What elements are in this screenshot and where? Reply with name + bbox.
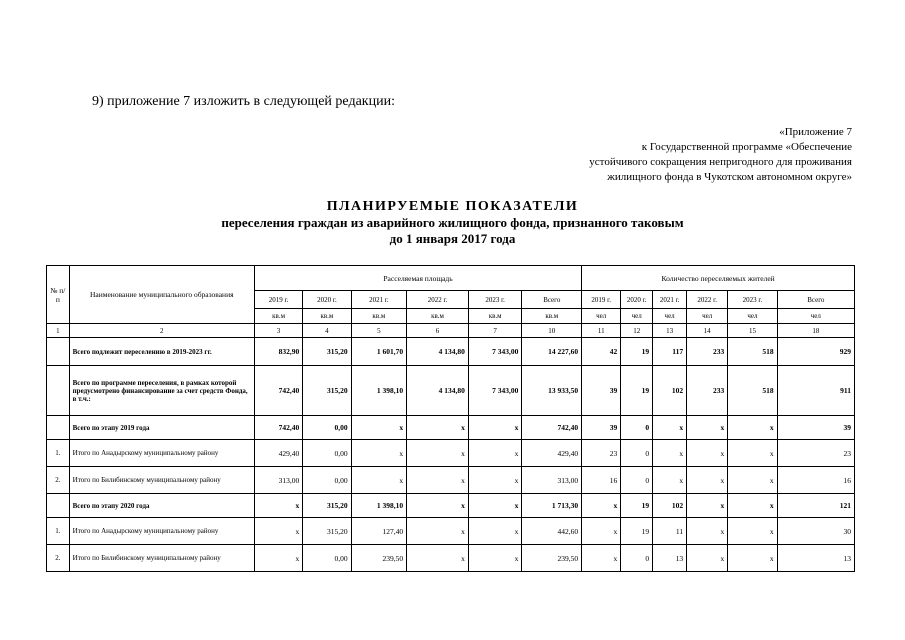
- row-municipality-name: Итого по Билибинскому муниципальному району: [69, 467, 254, 494]
- area-value: 1 601,70: [351, 338, 407, 366]
- header-column-index: 12: [621, 324, 653, 338]
- row-number: 1.: [47, 518, 70, 545]
- people-value: 19: [621, 338, 653, 366]
- people-value: х: [653, 416, 687, 440]
- header-people-unit: чел: [582, 309, 621, 324]
- header-column-index: 6: [407, 324, 469, 338]
- header-people-group: Количество переселяемых жителей: [582, 266, 855, 291]
- people-value: 23: [582, 440, 621, 467]
- area-value: 742,40: [254, 416, 302, 440]
- header-column-index: 18: [777, 324, 854, 338]
- header-people-year: 2020 г.: [621, 291, 653, 309]
- appendix-line: «Приложение 7: [779, 126, 852, 138]
- area-value: х: [468, 467, 522, 494]
- header-column-index: 2: [69, 324, 254, 338]
- area-value: х: [407, 467, 469, 494]
- area-value: х: [468, 518, 522, 545]
- header-column-index: 14: [687, 324, 728, 338]
- header-area-year: 2019 г.: [254, 291, 302, 309]
- area-value: 13 933,50: [522, 366, 582, 416]
- title-line-1: ПЛАНИРУЕМЫЕ ПОКАЗАТЕЛИ: [326, 199, 579, 214]
- area-value: 315,20: [303, 366, 351, 416]
- people-value: 11: [653, 518, 687, 545]
- header-column-index: 15: [728, 324, 777, 338]
- people-value: 0: [621, 416, 653, 440]
- area-value: 1 398,10: [351, 366, 407, 416]
- area-value: 127,40: [351, 518, 407, 545]
- area-value: х: [468, 440, 522, 467]
- people-value: 233: [687, 338, 728, 366]
- area-value: 239,50: [522, 545, 582, 572]
- people-value: х: [582, 494, 621, 518]
- people-value: х: [653, 440, 687, 467]
- header-column-index: 13: [653, 324, 687, 338]
- header-area-unit: кв.м: [303, 309, 351, 324]
- header-column-index: 10: [522, 324, 582, 338]
- area-value: х: [468, 545, 522, 572]
- row-number: 2.: [47, 467, 70, 494]
- area-value: 742,40: [522, 416, 582, 440]
- people-value: 518: [728, 338, 777, 366]
- people-value: х: [687, 518, 728, 545]
- area-value: х: [407, 518, 469, 545]
- people-value: х: [728, 545, 777, 572]
- header-people-unit: чел: [728, 309, 777, 324]
- people-value: 911: [777, 366, 854, 416]
- area-value: 442,60: [522, 518, 582, 545]
- row-municipality-name: Итого по Билибинскому муниципальному району: [69, 545, 254, 572]
- area-value: 742,40: [254, 366, 302, 416]
- people-value: х: [687, 440, 728, 467]
- people-value: 19: [621, 518, 653, 545]
- header-area-year: Всего: [522, 291, 582, 309]
- header-area-year: 2023 г.: [468, 291, 522, 309]
- header-area-group: Расселяемая площадь: [254, 266, 581, 291]
- area-value: 7 343,00: [468, 366, 522, 416]
- people-value: 39: [777, 416, 854, 440]
- header-people-year: 2023 г.: [728, 291, 777, 309]
- row-municipality-name: Всего по этапу 2019 года: [69, 416, 254, 440]
- area-value: х: [254, 494, 302, 518]
- people-value: х: [728, 518, 777, 545]
- area-value: х: [254, 545, 302, 572]
- header-column-index: 4: [303, 324, 351, 338]
- area-value: 429,40: [522, 440, 582, 467]
- people-value: 13: [777, 545, 854, 572]
- people-value: х: [728, 494, 777, 518]
- header-people-unit: чел: [653, 309, 687, 324]
- header-name: Наименование муниципального образования: [69, 266, 254, 324]
- people-value: 30: [777, 518, 854, 545]
- header-num: № п/п: [47, 266, 70, 324]
- header-area-year: 2022 г.: [407, 291, 469, 309]
- area-value: х: [407, 440, 469, 467]
- people-value: х: [728, 467, 777, 494]
- row-municipality-name: Итого по Анадырскому муниципальному району: [69, 440, 254, 467]
- people-value: 518: [728, 366, 777, 416]
- row-municipality-name: Всего подлежит переселению в 2019-2023 гг.: [69, 338, 254, 366]
- header-column-index: 3: [254, 324, 302, 338]
- area-value: 4 134,80: [407, 338, 469, 366]
- header-people-unit: чел: [777, 309, 854, 324]
- people-value: х: [687, 467, 728, 494]
- people-value: 929: [777, 338, 854, 366]
- people-value: 42: [582, 338, 621, 366]
- area-value: 832,90: [254, 338, 302, 366]
- appendix-line: к Государственной программе «Обеспечение: [641, 141, 852, 153]
- area-value: 429,40: [254, 440, 302, 467]
- area-value: 313,00: [522, 467, 582, 494]
- header-column-index: 11: [582, 324, 621, 338]
- header-column-index: 1: [47, 324, 70, 338]
- area-value: х: [351, 467, 407, 494]
- header-area-unit: кв.м: [351, 309, 407, 324]
- table-row: [47, 416, 855, 440]
- people-value: 0: [621, 440, 653, 467]
- people-value: 102: [653, 494, 687, 518]
- people-value: х: [687, 494, 728, 518]
- people-value: 23: [777, 440, 854, 467]
- area-value: х: [407, 545, 469, 572]
- area-value: 7 343,00: [468, 338, 522, 366]
- row-number: [47, 366, 70, 416]
- header-area-year: 2021 г.: [351, 291, 407, 309]
- area-value: х: [468, 494, 522, 518]
- people-value: 102: [653, 366, 687, 416]
- row-number: [47, 416, 70, 440]
- row-number: [47, 494, 70, 518]
- area-value: 4 134,80: [407, 366, 469, 416]
- people-value: х: [687, 416, 728, 440]
- header-area-unit: кв.м: [254, 309, 302, 324]
- appendix-line: жилищного фонда в Чукотском автономном округе»: [607, 171, 852, 183]
- people-value: 233: [687, 366, 728, 416]
- people-value: 19: [621, 366, 653, 416]
- people-value: 121: [777, 494, 854, 518]
- area-value: 1 398,10: [351, 494, 407, 518]
- area-value: 0,00: [303, 467, 351, 494]
- area-value: х: [407, 416, 469, 440]
- header-area-unit: кв.м: [522, 309, 582, 324]
- area-value: 1 713,30: [522, 494, 582, 518]
- appendix-reference: [589, 125, 852, 185]
- area-value: 315,20: [303, 338, 351, 366]
- area-value: 0,00: [303, 416, 351, 440]
- area-value: 14 227,60: [522, 338, 582, 366]
- area-value: 0,00: [303, 545, 351, 572]
- header-people-unit: чел: [687, 309, 728, 324]
- header-area-unit: кв.м: [468, 309, 522, 324]
- people-value: х: [653, 467, 687, 494]
- table-row: [47, 440, 855, 467]
- area-value: 239,50: [351, 545, 407, 572]
- row-number: [47, 338, 70, 366]
- people-value: 117: [653, 338, 687, 366]
- header-people-year: 2019 г.: [582, 291, 621, 309]
- header-people-unit: чел: [621, 309, 653, 324]
- row-municipality-name: Итого по Анадырскому муниципальному району: [69, 518, 254, 545]
- area-value: х: [468, 416, 522, 440]
- people-value: 0: [621, 545, 653, 572]
- row-municipality-name: Всего по программе переселения, в рамках которой предусмотрено финансирование за счет средств Фонда, в т.ч.:: [69, 366, 254, 416]
- area-value: х: [351, 440, 407, 467]
- header-area-unit: кв.м: [407, 309, 469, 324]
- header-people-year: 2022 г.: [687, 291, 728, 309]
- header-people-year: 2021 г.: [653, 291, 687, 309]
- table-row: [47, 467, 855, 494]
- table-row: [47, 545, 855, 572]
- table-row: [47, 518, 855, 545]
- people-value: 39: [582, 366, 621, 416]
- people-value: 16: [777, 467, 854, 494]
- people-value: 39: [582, 416, 621, 440]
- header-row-indices: [47, 324, 855, 338]
- row-number: 1.: [47, 440, 70, 467]
- area-value: 315,20: [303, 494, 351, 518]
- area-value: 315,20: [303, 518, 351, 545]
- row-number: 2.: [47, 545, 70, 572]
- people-value: х: [582, 518, 621, 545]
- area-value: 0,00: [303, 440, 351, 467]
- area-value: х: [407, 494, 469, 518]
- people-value: х: [728, 416, 777, 440]
- table-row: [47, 338, 855, 366]
- header-row-main: [47, 266, 855, 291]
- appendix-line: устойчивого сокращения непригодного для проживания: [589, 156, 852, 168]
- indicators-table: [46, 265, 855, 572]
- people-value: х: [687, 545, 728, 572]
- intro-text: 9) приложение 7 изложить в следующей редакции:: [92, 94, 395, 109]
- people-value: 19: [621, 494, 653, 518]
- title-line-3: до 1 января 2017 года: [389, 231, 516, 246]
- area-value: х: [254, 518, 302, 545]
- document-title: [0, 198, 905, 247]
- people-value: х: [728, 440, 777, 467]
- people-value: х: [582, 545, 621, 572]
- table-row: [47, 494, 855, 518]
- people-value: 13: [653, 545, 687, 572]
- header-people-year: Всего: [777, 291, 854, 309]
- header-area-year: 2020 г.: [303, 291, 351, 309]
- people-value: 16: [582, 467, 621, 494]
- title-line-2: переселения граждан из аварийного жилищного фонда, признанного таковым: [221, 215, 684, 230]
- header-column-index: 7: [468, 324, 522, 338]
- people-value: 0: [621, 467, 653, 494]
- row-municipality-name: Всего по этапу 2020 года: [69, 494, 254, 518]
- area-value: 313,00: [254, 467, 302, 494]
- area-value: х: [351, 416, 407, 440]
- table-row: [47, 366, 855, 416]
- table-body: [47, 338, 855, 572]
- header-column-index: 5: [351, 324, 407, 338]
